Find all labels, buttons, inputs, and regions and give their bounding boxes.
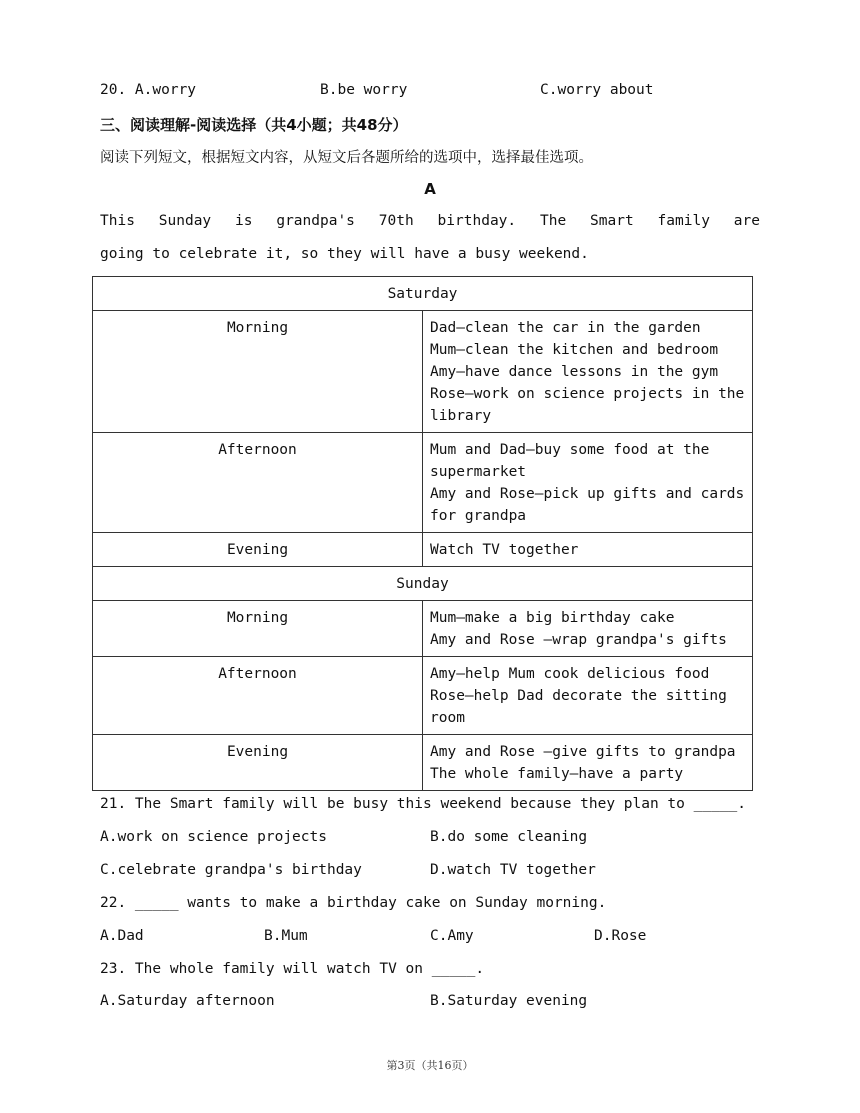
task-line: Amy and Rose—pick up gifts and cards <box>430 486 745 502</box>
table-row <box>93 657 753 735</box>
q20-option-c: C.worry about <box>540 82 654 98</box>
task-line: Mum—make a big birthday cake <box>430 610 675 626</box>
task-line: Amy and Rose —wrap grandpa's gifts <box>430 632 727 648</box>
passage-intro-line-1: This Sunday is grandpa's 70th birthday. The Smart family are <box>100 213 760 229</box>
tasks-cell <box>423 601 753 657</box>
reading-instruction: 阅读下列短文，根据短文内容，从短文后各题所给的选项中，选择最佳选项。 <box>100 150 593 166</box>
q21-stem: 21. The Smart family will be busy this weekend because they plan to _____. <box>100 796 747 812</box>
task-line: Mum—clean the kitchen and bedroom <box>430 342 719 358</box>
q23-option-b: B.Saturday evening <box>430 993 588 1009</box>
q20-option-b: B.be worry <box>320 82 408 98</box>
q23-stem: 23. The whole family will watch TV on _____. <box>100 961 485 977</box>
task-line: Rose—work on science projects in the <box>430 386 745 402</box>
q22-stem: 22. _____ wants to make a birthday cake on Sunday morning. <box>100 895 607 911</box>
q22-option-d: D.Rose <box>594 928 647 944</box>
task-line: Watch TV together <box>430 542 579 558</box>
time-cell: Afternoon <box>93 433 423 533</box>
task-line: Mum and Dad—buy some food at the <box>430 442 710 458</box>
q21-option-c: C.celebrate grandpa's birthday <box>100 862 362 878</box>
tasks-cell <box>423 433 753 533</box>
tasks-cell <box>423 533 753 567</box>
task-line: for grandpa <box>430 508 527 524</box>
task-line: The whole family—have a party <box>430 766 684 782</box>
table-row <box>93 433 753 533</box>
tasks-cell <box>423 311 753 433</box>
weekend-schedule-table <box>92 276 753 791</box>
table-row <box>93 735 753 791</box>
task-line: Dad—clean the car in the garden <box>430 320 701 336</box>
day-header-sunday: Sunday <box>93 567 753 601</box>
tasks-cell <box>423 657 753 735</box>
task-line: library <box>430 408 492 424</box>
task-line: Amy and Rose —give gifts to grandpa <box>430 744 736 760</box>
task-line: room <box>430 710 465 726</box>
passage-letter: A <box>424 180 436 198</box>
time-cell: Morning <box>93 601 423 657</box>
tasks-cell <box>423 735 753 791</box>
saturday-header-row <box>93 277 753 311</box>
task-line: Amy—have dance lessons in the gym <box>430 364 719 380</box>
table-row <box>93 601 753 657</box>
time-cell: Evening <box>93 533 423 567</box>
q22-option-b: B.Mum <box>264 928 308 944</box>
table-row <box>93 533 753 567</box>
day-header-saturday: Saturday <box>93 277 753 311</box>
sunday-header-row <box>93 567 753 601</box>
time-cell: Evening <box>93 735 423 791</box>
task-line: supermarket <box>430 464 527 480</box>
q23-option-a: A.Saturday afternoon <box>100 993 275 1009</box>
time-cell: Morning <box>93 311 423 433</box>
q20-option-a: 20. A.worry <box>100 82 197 98</box>
task-line: Rose—help Dad decorate the sitting <box>430 688 727 704</box>
q22-option-c: C.Amy <box>430 928 474 944</box>
q21-option-b: B.do some cleaning <box>430 829 588 845</box>
section-heading: 三、阅读理解-阅读选择（共4小题；共48分） <box>100 116 408 134</box>
q21-option-a: A.work on science projects <box>100 829 327 845</box>
page-number-footer: 第3页（共16页） <box>386 1059 474 1072</box>
time-cell: Afternoon <box>93 657 423 735</box>
task-line: Amy—help Mum cook delicious food <box>430 666 710 682</box>
passage-intro-line-2: going to celebrate it, so they will have a busy weekend. <box>100 246 589 262</box>
table-row <box>93 311 753 433</box>
q22-option-a: A.Dad <box>100 928 144 944</box>
q21-option-d: D.watch TV together <box>430 862 596 878</box>
